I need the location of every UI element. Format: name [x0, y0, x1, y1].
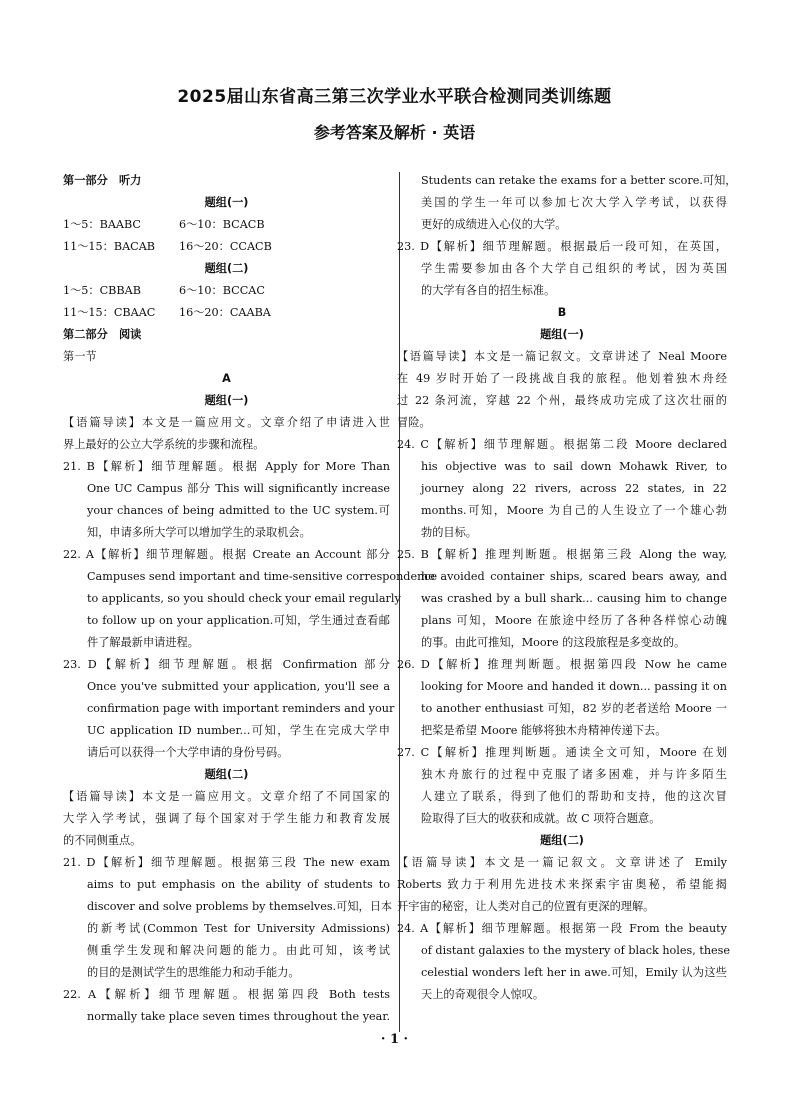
section-heading-reading: 第二部分 阅读	[63, 328, 142, 341]
answer-key: 11～15：BACAB	[63, 240, 156, 253]
answer-explanation-line: confirmation page with important reminders and your	[87, 702, 395, 715]
answer-explanation-line: 21. D【解析】细节理解题。根据第三段 The new exam	[63, 856, 390, 869]
passage-intro-line: 大学入学考试，强调了每个国家对于学生能力和教育发展	[63, 812, 390, 825]
passage-intro-line: 开宇宙的秘密，让人类对自己的位置有更深的理解。	[397, 900, 655, 913]
answer-explanation-line: 21. B【解析】细节理解题。根据 Apply for More Than	[63, 460, 390, 473]
answer-explanation-line: to follow up on your application.可知，学生通过查看邮	[87, 614, 390, 627]
document-title: 2025届山东省高三第三次学业水平联合检测同类训练题	[177, 87, 612, 107]
answer-explanation-line: 人建立了联系，得到了他们的帮助和支持，他的这次冒	[421, 790, 727, 803]
answer-explanation-line: normally take place seven times throughout the year.	[87, 1010, 390, 1023]
answer-key: 16～20：CAABA	[179, 306, 271, 319]
answer-explanation-line: 23. D【解析】细节理解题。根据 Confirmation 部分	[63, 658, 390, 671]
answer-key: 11～15：CBAAC	[63, 306, 156, 319]
page-number: · 1 ·	[380, 1032, 409, 1047]
passage-intro-line: 【语篇导读】本文是一篇应用文。文章介绍了不同国家的	[63, 790, 390, 803]
answer-explanation-line: looking for Moore and handed it down... passing it on	[421, 680, 727, 693]
answer-explanation-line: celestial wonders left her in awe.可知，Emily 认为这些	[421, 966, 727, 979]
passage-intro-line: 过 22 条河流，穿越 22 个州，最终成功完成了这次壮丽的	[397, 394, 727, 407]
passage-heading: A	[222, 372, 231, 385]
answer-explanation-line: 独木舟旅行的过程中克服了诸多困难，并与许多陌生	[421, 768, 727, 781]
answer-key: 6～10：BCCAC	[179, 284, 265, 297]
group-heading: 题组(二)	[204, 262, 249, 275]
answer-row	[63, 302, 390, 324]
answer-explanation-line: Once you've submitted your application, you'll see a	[87, 680, 390, 693]
answer-explanation-line: Campuses send important and time-sensitive correspondence	[87, 570, 438, 583]
answer-explanation-line: aims to put emphasis on the ability of students to	[87, 878, 390, 891]
answer-explanation-line: to applicants, so you should check your email regularly	[87, 592, 401, 605]
document-subtitle: 参考答案及解析 · 英语	[313, 123, 476, 142]
answer-explanation-line: journey along 22 rivers, across 22 states, in 22	[421, 482, 727, 495]
answer-row	[63, 280, 390, 302]
answer-explanation-line: 的新考试(Common Test for University Admissions)	[87, 922, 390, 935]
passage-intro-line: 【语篇导读】本文是一篇记叙文。文章讲述了 Emily	[397, 856, 727, 869]
answer-explanation-line: 件了解最新申请进程。	[87, 636, 199, 649]
answer-explanation-line: 更好的成绩进入心仪的大学。	[421, 218, 567, 231]
answer-explanation-line: 23. D【解析】细节理解题。根据最后一段可知，在英国，	[397, 240, 727, 253]
right-column	[397, 170, 737, 1006]
section-heading-listening: 第一部分 听力	[63, 174, 142, 187]
group-heading: 题组(一)	[540, 328, 584, 341]
answer-explanation-line: 学生需要参加由各个大学自己组织的考试，因为英国	[421, 262, 727, 275]
answer-explanation-line: months.可知，Moore 为自己的人生设立了一个雄心勃	[421, 504, 727, 517]
answer-explanation-line: 侧重学生发现和解决问题的能力。由此可知，该考试	[87, 944, 390, 957]
answer-explanation-line: 勃的目标。	[421, 526, 477, 539]
passage-heading: B	[557, 306, 567, 319]
answer-explanation-line: 险取得了巨大的收获和成就。故 C 项符合题意。	[421, 812, 661, 825]
group-heading: 题组(二)	[540, 834, 584, 847]
answer-explanation-line: plans 可知，Moore 在旅途中经历了各种各样惊心动魄	[421, 614, 727, 627]
answer-explanation-line: 美国的学生一年可以参加七次大学入学考试，以获得	[421, 196, 727, 209]
answer-explanation-line: 26. D【解析】推理判断题。根据第四段 Now he came	[397, 658, 727, 671]
answer-explanation-line: 的目的是测试学生的思维能力和动手能力。	[87, 966, 300, 979]
answer-explanation-line: 24. C【解析】细节理解题。根据第二段 Moore declared	[397, 438, 727, 451]
group-heading: 题组(一)	[204, 196, 249, 209]
section-subheading: 第一节	[63, 350, 97, 363]
answer-explanation-line: to another enthusiast 可知，82 岁的老者送给 Moore 一	[421, 702, 727, 715]
answer-explanation-line: his objective was to sail down Mohawk River, to	[421, 460, 727, 473]
answer-explanation-line: was crashed by a bull shark... causing him to change	[421, 592, 727, 605]
group-heading: 题组(二)	[204, 768, 249, 781]
answer-explanation-line: 22. A【解析】细节理解题。根据 Create an Account 部分	[63, 548, 390, 561]
answer-explanation-line: of distant galaxies to the mystery of black holes, these	[421, 944, 731, 957]
answer-explanation-line: 天上的奇观很令人惊叹。	[421, 988, 545, 1001]
answer-row	[63, 236, 390, 258]
passage-intro-line: 在 49 岁时开始了一段挑战自我的旅程。他划着独木舟经	[397, 372, 727, 385]
answer-explanation-line: 27. C【解析】推理判断题。通读全文可知，Moore 在划	[397, 746, 727, 759]
answer-explanation-line: 的事。由此可推知，Moore 的这段旅程是多变故的。	[421, 636, 686, 649]
answer-key: 1～5：CBBAB	[63, 284, 141, 297]
passage-intro-line: 界上最好的公立大学系统的步骤和流程。	[63, 438, 265, 451]
answer-explanation-line: 把桨是希望 Moore 能够将独木舟精神传递下去。	[421, 724, 667, 737]
passage-intro-line: Roberts 致力于利用先进技术来探索宇宙奥秘，希望能揭	[397, 878, 727, 891]
passage-intro-line: 的不同侧重点。	[63, 834, 142, 847]
answer-key: 16～20：CCACB	[179, 240, 272, 253]
answer-explanation-line: UC application ID number...可知，学生在完成大学申	[87, 724, 390, 737]
answer-explanation-line: 知，申请多所大学可以增加学生的录取机会。	[87, 526, 311, 539]
answer-key: 6～10：BCACB	[179, 218, 265, 231]
group-heading: 题组(一)	[204, 394, 249, 407]
passage-intro-line: 【语篇导读】本文是一篇记叙文。文章讲述了 Neal Moore	[397, 350, 727, 363]
passage-intro-line: 冒险。	[397, 416, 431, 429]
answer-explanation-line: 24. A【解析】细节理解题。根据第一段 From the beauty	[397, 922, 727, 935]
answer-explanation-line: your chances of being admitted to the UC system.可	[87, 504, 390, 517]
answer-explanation-line: 25. B【解析】推理判断题。根据第三段 Along the way,	[397, 548, 727, 561]
answer-explanation-line: 请后可以获得一个大学申请的身份号码。	[87, 746, 289, 759]
answer-explanation-line: One UC Campus 部分 This will significantly increase	[87, 482, 390, 495]
answer-explanation-line: he avoided container ships, scared bears away, and	[421, 570, 727, 583]
answer-explanation-line: discover and solve problems by themselves.可知，日本	[87, 900, 393, 913]
answer-key: 1～5：BAABC	[63, 218, 141, 231]
answer-explanation-line: 的大学有各自的招生标准。	[421, 284, 556, 297]
answer-row	[63, 214, 390, 236]
passage-intro-line: 【语篇导读】本文是一篇应用文。文章介绍了申请进入世	[63, 416, 390, 429]
answer-explanation-line: 22. A【解析】细节理解题。根据第四段 Both tests	[63, 988, 390, 1001]
answer-explanation-line: Students can retake the exams for a better score.可知，	[421, 174, 737, 187]
